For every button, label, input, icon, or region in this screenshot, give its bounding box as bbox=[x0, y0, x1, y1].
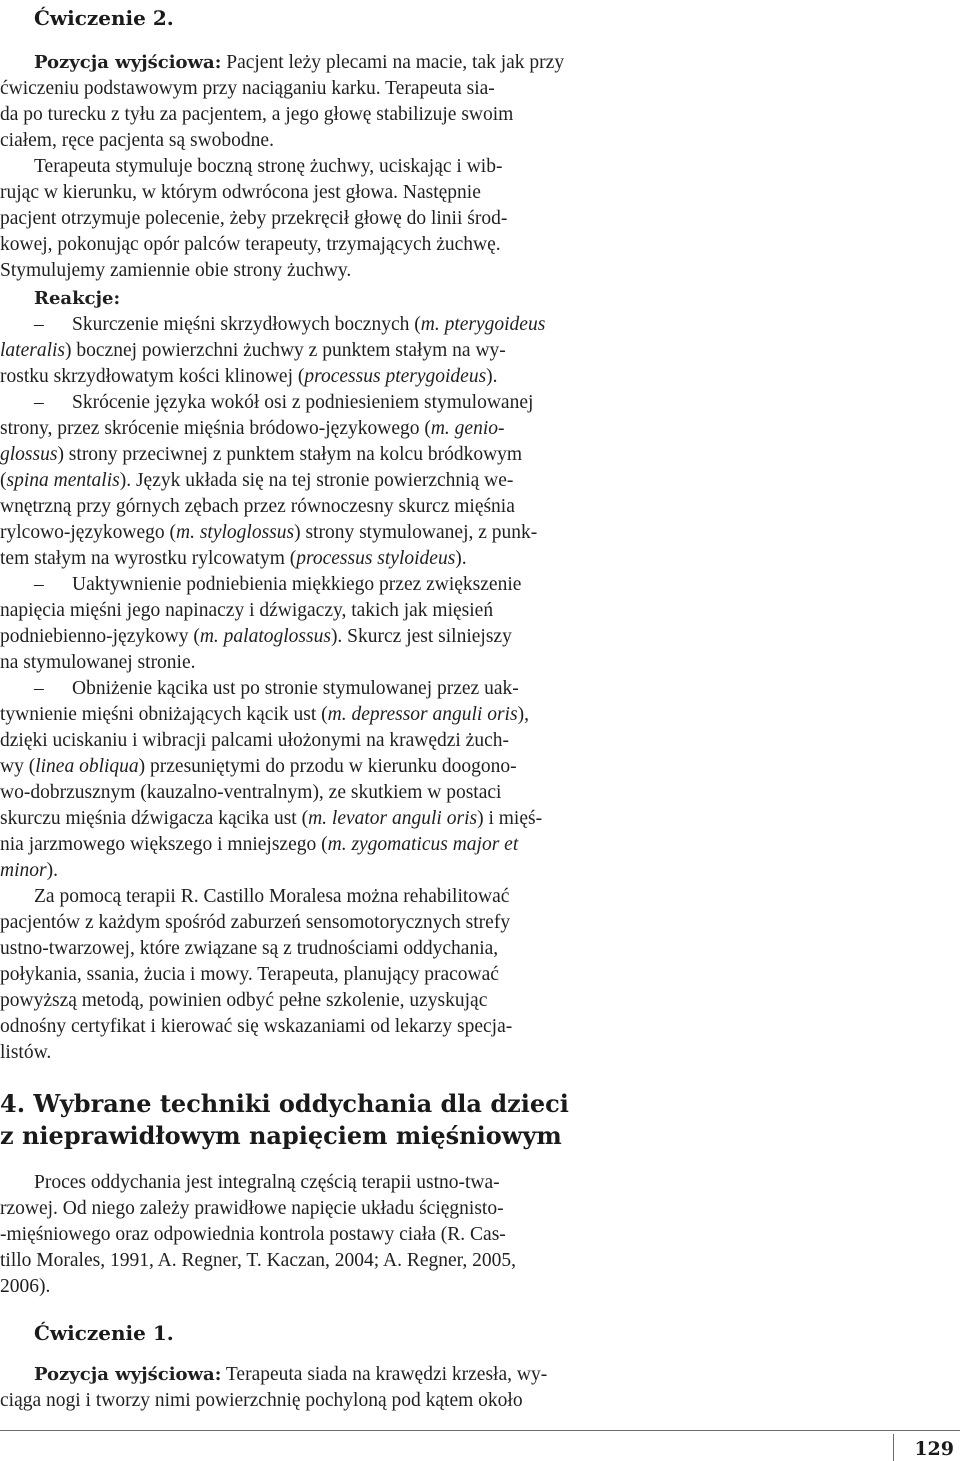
paragraph-line: ciąga nogi i tworzy nimi powierzchnię pochyloną pod kątem około bbox=[0, 1390, 523, 1411]
paragraph-line: -mięśniowego oraz odpowiednia kontrola postawy ciała (R. Cas- bbox=[0, 1224, 506, 1245]
exercise-1-position-paragraph bbox=[0, 1362, 645, 1414]
exercise-2-heading: Ćwiczenie 2. bbox=[34, 6, 174, 30]
paragraph-line: powyższą metodą, powinien odbyć pełne szkolenie, uzyskując bbox=[0, 990, 488, 1011]
paragraph-line: kowej, pokonując opór palców terapeuty, trzymających żuchwę. bbox=[0, 234, 501, 255]
paragraph-line: pacjentów z każdym spośród zaburzeń sensomotorycznych strefy bbox=[0, 912, 511, 933]
paragraph-line: listów. bbox=[0, 1042, 52, 1063]
position-label: Pozycja wyjściowa: bbox=[34, 1364, 222, 1385]
page-number: 129 bbox=[914, 1438, 954, 1460]
section-4-intro-paragraph bbox=[0, 1170, 645, 1300]
paragraph-line: tillo Morales, 1991, A. Regner, T. Kaczan, 2004; A. Regner, 2005, bbox=[0, 1250, 516, 1271]
paragraph-line: odnośny certyfikat i kierować się wskazaniami od lekarzy specja- bbox=[0, 1016, 513, 1037]
paragraph-line: 2006). bbox=[0, 1276, 51, 1297]
reactions-heading bbox=[0, 286, 645, 312]
exercise-2-stimulation-paragraph bbox=[0, 154, 645, 284]
paragraph-line: Pozycja wyjściowa: Terapeuta siada na krawędzi krzesła, wy- bbox=[34, 1364, 548, 1385]
exercise-2-position-paragraph bbox=[0, 50, 645, 154]
dash-bullet: – bbox=[34, 574, 44, 595]
paragraph-line: rując w kierunku, w którym odwrócona jest głowa. Następnie bbox=[0, 182, 481, 203]
paragraph-line: połykania, ssania, żucia i mowy. Terapeuta, planujący pracować bbox=[0, 964, 499, 985]
paragraph-line: Pozycja wyjściowa: Pacjent leży plecami na macie, tak jak przy bbox=[34, 52, 565, 73]
paragraph-line: rzowej. Od niego zależy prawidłowe napięcie układu ścięgnisto- bbox=[0, 1198, 504, 1219]
dash-bullet: – bbox=[34, 392, 44, 413]
paragraph-line: Proces oddychania jest integralną częścią terapii ustno-twa- bbox=[34, 1172, 500, 1193]
exercise-1-heading: Ćwiczenie 1. bbox=[34, 1321, 174, 1345]
reaction-item-1: – Skurczenie mięśni skrzydłowych bocznych (m. pterygoideus lateralis) bocznej powierzchni żuchwy z punktem stałym na wy- rostku skrzydłowatym kości klinowej (processus pterygoideus). bbox=[0, 314, 546, 387]
castillo-morales-paragraph bbox=[0, 884, 645, 1066]
paragraph-line: ciałem, ręce pacjenta są swobodne. bbox=[0, 130, 274, 151]
dash-bullet: – bbox=[34, 314, 44, 335]
paragraph-line: ćwiczeniu podstawowym przy naciąganiu karku. Terapeuta sia- bbox=[0, 78, 495, 99]
paragraph-line: Za pomocą terapii R. Castillo Moralesa można rehabilitować bbox=[34, 886, 510, 907]
paragraph-line: Stymulujemy zamiennie obie strony żuchwy. bbox=[0, 260, 352, 281]
reaction-item-3: – Uaktywnienie podniebienia miękkiego przez zwiększenie napięcia mięśni jego napinaczy i dźwigaczy, takich jak mięsień podniebienno-językowy (m. palatoglossus). Skurcz jest silniejszy na stymulowanej stronie. bbox=[0, 574, 522, 673]
footer-divider bbox=[0, 1430, 960, 1431]
paragraph-line: Terapeuta stymuluje boczną stronę żuchwy, uciskając i wib- bbox=[34, 156, 503, 177]
position-label: Pozycja wyjściowa: bbox=[34, 52, 222, 73]
section-4-heading: 4. Wybrane techniki oddychania dla dzieci z nieprawidłowym napięciem mięśniowym bbox=[0, 1089, 569, 1150]
reaction-item-2: – Skrócenie języka wokół osi z podniesieniem stymulowanej strony, przez skrócenie mięśnia bródowo-językowego (m. genio- glossus) strony przeciwnej z punktem stałym na kolcu bródkowym (spina mentalis). Język układa się na tej stronie powierzchnią we- wnętrzną przy górnych zębach przez równoczesny skurcz mięśnia rylcowo-językowego (m. styloglossus) strony stymulowanej, z punk- tem stałym na wyrostku rylcowatym (processus styloideus). bbox=[0, 392, 538, 569]
paragraph-line: ustno-twarzowej, które związane są z trudnościami oddychania, bbox=[0, 938, 499, 959]
dash-bullet: – bbox=[34, 678, 44, 699]
paragraph-line: da po turecku z tyłu za pacjentem, a jego głowę stabilizuje swoim bbox=[0, 104, 514, 125]
reactions-label: Reakcje: bbox=[34, 288, 121, 309]
paragraph-line: pacjent otrzymuje polecenie, żeby przekręcił głowę do linii środ- bbox=[0, 208, 508, 229]
reaction-item-4: – Obniżenie kącika ust po stronie stymulowanej przez uak- tywnienie mięśni obniżających kącik ust (m. depressor anguli oris), dzięki uciskaniu i wibracji palcami ułożonymi na krawędzi żuch- wy (linea obliqua) przesuniętymi do przodu w kierunku doogono- wo-dobrzusznym (kauzalno-ventralnym), ze skutkiem w postaci skurczu mięśnia dźwigacza kącika ust (m. levator anguli oris) i mięś- nia jarzmowego większego i mniejszego (m. zygomaticus major et minor). bbox=[0, 678, 543, 881]
